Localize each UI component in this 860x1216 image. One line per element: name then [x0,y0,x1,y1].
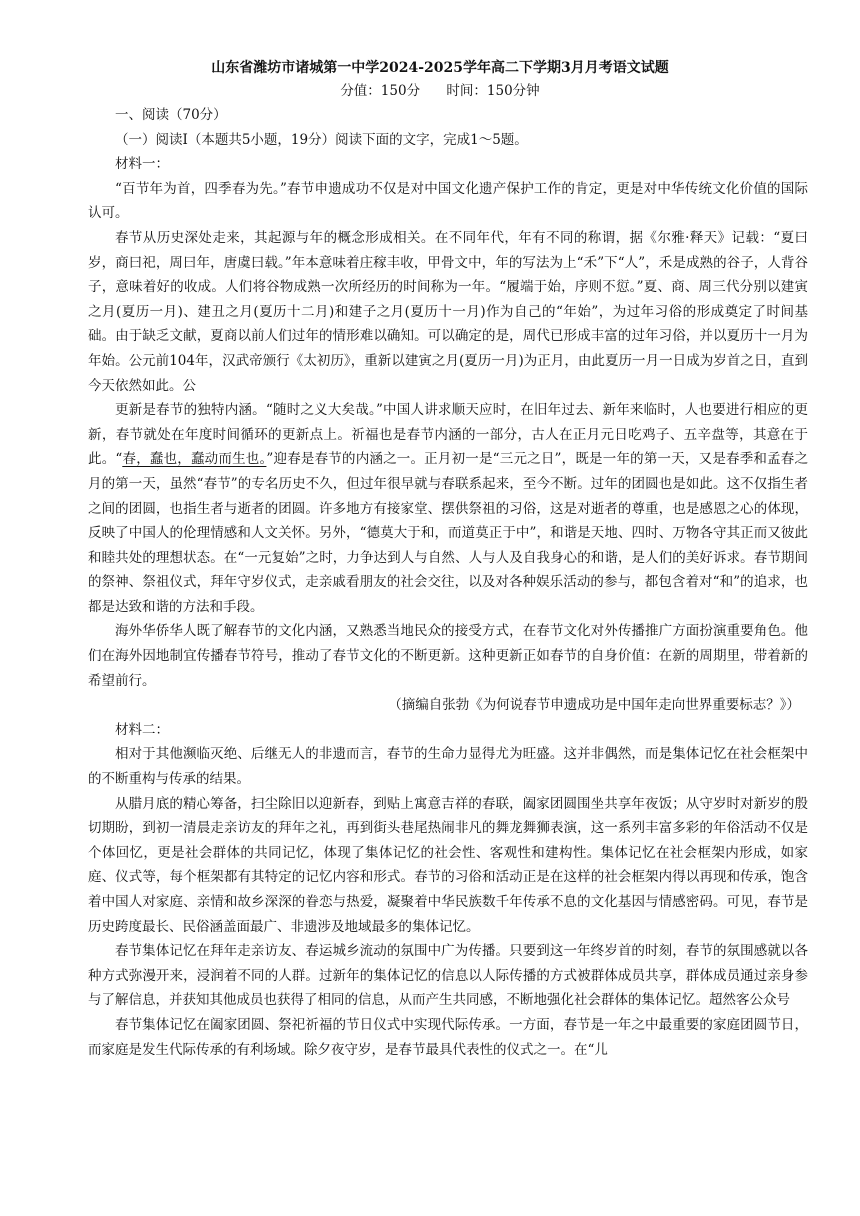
section-heading: 一、阅读（70分） [115,107,227,123]
material1-paragraph-1: “百节年为首，四季春为先。”春节申遗成功不仅是对中国文化遗产保护工作的肯定，更是对中华传统文化价值的国际认可。 [88,180,808,222]
time-info: 时间：150分钟 [446,83,540,99]
exam-title: 山东省潍坊市诸城第一中学2024-2025学年高二下学期3月月考语文试题 [211,60,669,76]
material2-paragraph-3: 春节集体记忆在拜年走亲访友、春运城乡流动的氛围中广为传播。只要到这一年终岁首的时刻，春节的氛围感就以各种方式弥漫开来，浸润着不同的人群。过新年的集体记忆的信息以人际传播的方式被群体成员共享，群体成员通过亲身参与了解信息，并获知其他成员也获得了相同的信息，从而产生共同感，不断地强化社会群体的集体记忆。超然客公众号 [88,943,808,1009]
material2-paragraph-1: 相对于其他濒临灭绝、后继无人的非遗而言，春节的生命力显得尤为旺盛。这并非偶然，而是集体记忆在社会框架中的不断重构与传承的结果。 [88,746,808,788]
material1-paragraph-4: 海外华侨华人既了解春节的文化内涵，又熟悉当地民众的接受方式，在春节文化对外传播推广方面扮演重要角色。他们在海外因地制宜传播春节符号，推动了春节文化的不断更新。这种更新正如春节的自身价值：在新的周期里，带着新的希望前行。 [88,623,808,689]
material1-paragraph-3 [88,398,808,619]
material1-source: （摘编自张勃《为何说春节申遗成功是中国年走向世界重要标志？》） [388,697,800,714]
material1-paragraph-2: 春节从历史深处走来，其起源与年的概念形成相关。在不同年代，年有不同的称谓，据《尔雅·释天》记载：“夏曰岁，商曰祀，周曰年，唐虞曰载。”年本意味着庄稼丰收，甲骨文中，年的写法为上“禾”下“人”，禾是成熟的谷子，人背谷子，意味着好的收成。人们将谷物成熟一次所经历的时间称为一年。“履端于始，序则不愆。”夏、商、周三代分别以建寅之月(夏历一月)、建丑之月(夏历十二月)和建子之月(夏历十一月)作为自己的“年始”，为过年习俗的形成奠定了时间基础。由于缺乏文献，夏商以前人们过年的情形难以确知。可以确定的是，周代已形成丰富的过年习俗，并以夏历十一月为年始。公元前104年，汉武帝颁行《太初历》，重新以建寅之月(夏历一月)为正月，由此夏历一月一日成为岁首之日，直到今天依然如此。公 [88,229,808,394]
score-info: 分值：150分 [340,83,421,99]
underlined-quote: 春，蠢也，蠢动而生也。 [122,451,267,468]
material1-label: 材料一： [115,156,169,173]
material2-paragraph-2: 从腊月底的精心筹备，扫尘除旧以迎新春，到贴上寓意吉祥的春联，阖家团圆围坐共享年夜饭；从守岁时对新岁的殷切期盼，到初一清晨走亲访友的拜年之礼，再到街头巷尾热闹非凡的舞龙舞狮表演，这一系列丰富多彩的年俗活动不仅是个体回忆，更是社会群体的共同记忆，体现了集体记忆的社会性、客观性和建构性。集体记忆在社会框架内形成，如家庭、仪式等，每个框架都有其特定的记忆内容和形式。春节的习俗和活动正是在这样的社会框架内得以再现和传承，饱含着中国人对家庭、亲情和故乡深深的眷恋与热爱，凝聚着中华民族数千年传承不息的文化基因与情感密码。可见，春节是历史跨度最长、民俗涵盖面最广、非遗涉及地域最多的集体记忆。 [88,795,808,935]
subsection-instructions: （一）阅读Ⅰ（本题共5小题，19分）阅读下面的文字，完成1～5题。 [115,131,528,148]
material2-label: 材料二： [115,721,169,738]
paragraph-3-start: 更新是春节的独特内涵。“随时之义大矣哉。”中国人讲求顺天应时，在旧年过去、新年来临时，人也要进行相应的更新，春节就处在年度时间循环的更新点上。祈福也是春节内涵的一部分，古人在正月元日吃鸡子、五辛盘等，其意在于此。“ [88,402,808,468]
paragraph-3-rest: ”迎春是春节的内涵之一。正月初一是“三元之日”，既是一年的第一天，又是春季和孟春之月的第一天，虽然“春节”的专名历史不久，但过年很早就与春联系起来，至今不断。过年的团圆也是如此。这不仅指生者之间的团圆，也指生者与逝者的团圆。许多地方有接家堂、摆供祭祖的习俗，这是对逝者的尊重，也是感恩之心的体现，反映了中国人的伦理情感和人文关怀。另外，“德莫大于和，而道莫正于中”，和谐是天地、四时、万物各守其正而又彼此和睦共处的理想状态。在“一元复始”之时，力争达到人与自然、人与人及自我身心的和谐，是人们的美好诉求。春节期间的祭神、祭祖仪式，拜年守岁仪式，走亲戚看朋友的社会交往，以及对各种娱乐活动的参与，都包含着对“和”的追求，也都是达致和谐的方法和手段。 [88,451,808,615]
material2-paragraph-4: 春节集体记忆在阖家团圆、祭祀祈福的节日仪式中实现代际传承。一方面，春节是一年之中最重要的家庭团圆节日，而家庭是发生代际传承的有利场域。除夕夜守岁，是春节最具代表性的仪式之一。在“儿 [88,1016,808,1058]
exam-meta [72,81,808,101]
